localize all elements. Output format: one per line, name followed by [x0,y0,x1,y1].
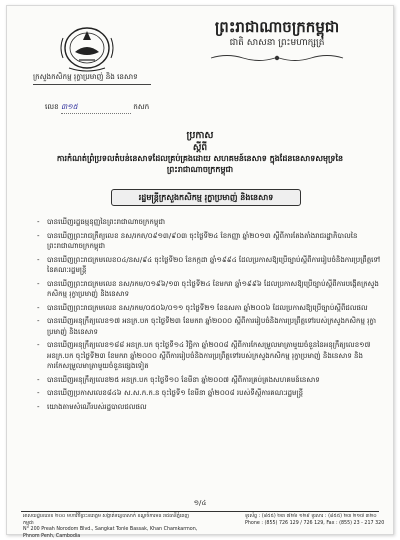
footer-address-khmer: អាសយដ្ឋានលេខ ២០០ មហាវិថីព្រះនរោត្តម សង្កាត់ទន្លេបាសាក់ ខណ្ឌចំការមន រាជធានីភ្នំពេញ កម្ពុជា [23,514,189,526]
document-type: ប្រកាស [186,130,214,141]
header-ornament [207,52,347,64]
reference-number: ៣១៥ [61,102,131,114]
footer-address-english: N° 200 Preah Norodom Blvd., Sangkat Tonle Bassak, Khan Chamkarmon, Phnom Penh, Cambodia [23,527,198,539]
footer-address [23,514,198,540]
footer-contact [245,514,385,527]
document-page [6,5,394,539]
reference-item: - បានឃើញអនុក្រឹត្យលេខ១៧ អនក្រ.បក ចុះថ្ងៃទី២៣ ខែមករា ឆ្នាំ២០០០ ស្តីពីការរៀបចំនិងការប្រព្រឹត្តទៅរបស់ក្រសួងកសិកម្ម រុក្ខាប្រមាញ់ និងនេសាទ [37,316,382,337]
kingdom-title: ព្រះរាជាណាចក្រកម្ពុជា [214,18,340,36]
reference-item: - បានឃើញអនុក្រឹត្យលេខ២៥ អនក្រ.បក ចុះថ្ងៃទី១០ ខែមីនា ឆ្នាំ២០០៧ ស្តីពីការគ្រប់គ្រងសហគមន៍នេសាទ [37,375,382,386]
footer-divider [21,511,379,512]
page-number: ១/៤ [193,499,207,507]
national-motto: ជាតិ សាសនា ព្រះមហាក្សត្រ [229,38,325,48]
document-about: ស្តីពី [192,143,208,153]
reference-number-line [45,102,149,114]
reference-item: - បានឃើញព្រះរាជក្រឹត្យលេខ នស/រកត/០៩១៣/៩០៣ ចុះថ្ងៃទី២៤ ខែកញ្ញា ឆ្នាំ២០១៣ ស្តីពីការតែងតាំងរាជរដ្ឋាភិបាលនៃព្រះរាជាណាចក្រកម្ពុជា [37,231,382,252]
reference-item: - បានឃើញព្រះរាជក្រមលេខ នស/រកម/០៥០៦/០១១ ចុះថ្ងៃទី២១ ខែឧសភា ឆ្នាំ២០០៦ ដែលប្រកាសឱ្យប្រើច្បាប់ស្តីពីជលផល [37,303,382,314]
reference-item: - បានឃើញព្រះរាជក្រមលេខ០៤/នស/៩៤ ចុះថ្ងៃទី២០ ខែកក្កដា ឆ្នាំ១៩៩៤ ដែលប្រកាសឱ្យប្រើច្បាប់ស្តីពីការរៀបចំនិងការប្រព្រឹត្តទៅនៃគណៈរដ្ឋមន្ត្រី [37,255,382,276]
reference-item: - បានឃើញប្រកាសលេខ៨៤៦ ស.ស.ក.ក.ន ចុះថ្ងៃទី១ ខែមីនា ឆ្នាំ២០០៨ របស់ទីស្តីការគណៈរដ្ឋមន្ត្រី [37,388,382,399]
legal-references-list [37,217,382,415]
reference-item: - យោងតាមសំណើរបស់រដ្ឋបាលជលផល [37,402,382,413]
document-subject: ការកំណត់ព្រំប្រទលតំបន់នេសាទដែលគ្រប់គ្រងដោយ សហគមន៍នេសាទ ក្នុងដែននេសាទសមុទ្រនៃព្រះរាជាណាចក្រកម្ពុជា [56,154,344,174]
footer-phone-khmer: ទូរស័ព្ទ : (៨៥៥) ២៣ ៧២៦ ១២៩ ទូរសារ : (៨៥៥) ២៣ ២១៧ ៣២០ [245,514,377,519]
issuing-authority-box: រដ្ឋមន្ត្រីក្រសួងកសិកម្ម រុក្ខាប្រមាញ់ និងនេសាទ [111,189,301,206]
ministry-emblem [57,22,117,74]
reference-item: - បានឃើញព្រះរាជក្រមលេខ នស/រកម/០១៩៦/១៣ ចុះថ្ងៃទី២៤ ខែមករា ឆ្នាំ១៩៩៦ ដែលប្រកាសឱ្យប្រើច្បាប់ស្តីពីការបង្កើតក្រសួងកសិកម្ម រុក្ខាប្រមាញ់ និងនេសាទ [37,279,382,300]
reference-prefix: លេខ [45,102,59,111]
reference-item: - បានឃើញរដ្ឋធម្មនុញ្ញនៃព្រះរាជាណាចក្រកម្ពុជា [37,217,382,228]
kingdom-header [177,18,377,49]
footer-phone-english: Phone : (855) 726 129 / 726 129, Fax : (855) 23 - 217 320 [245,520,385,526]
reference-suffix: កសក [133,102,150,111]
reference-item: - បានឃើញអនុក្រឹត្យលេខ១៨៨ អនក្រ.បក ចុះថ្ងៃទី១៤ វិច្ឆិកា ឆ្នាំ២០០៨ ស្តីពីការកែសម្រួលមាត្រាមួយចំនួននៃអនុក្រឹត្យលេខ១៧ អនក្រ.បក ចុះថ្ងៃទី២៣ ខែមករា ឆ្នាំ២០០០ ស្តីពីការរៀបចំនិងការប្រព្រឹត្តទៅរបស់ក្រសួងកសិកម្ម រុក្ខាប្រមាញ់ និងនេសាទ និងការកែសម្រួលមាត្រាមួយចំនួនផ្សេងទៀត [37,340,382,372]
ministry-name: ក្រសួងកសិកម្ម រុក្ខាប្រមាញ់ និង នេសាទ [33,72,138,81]
ministry-underline [33,84,151,85]
